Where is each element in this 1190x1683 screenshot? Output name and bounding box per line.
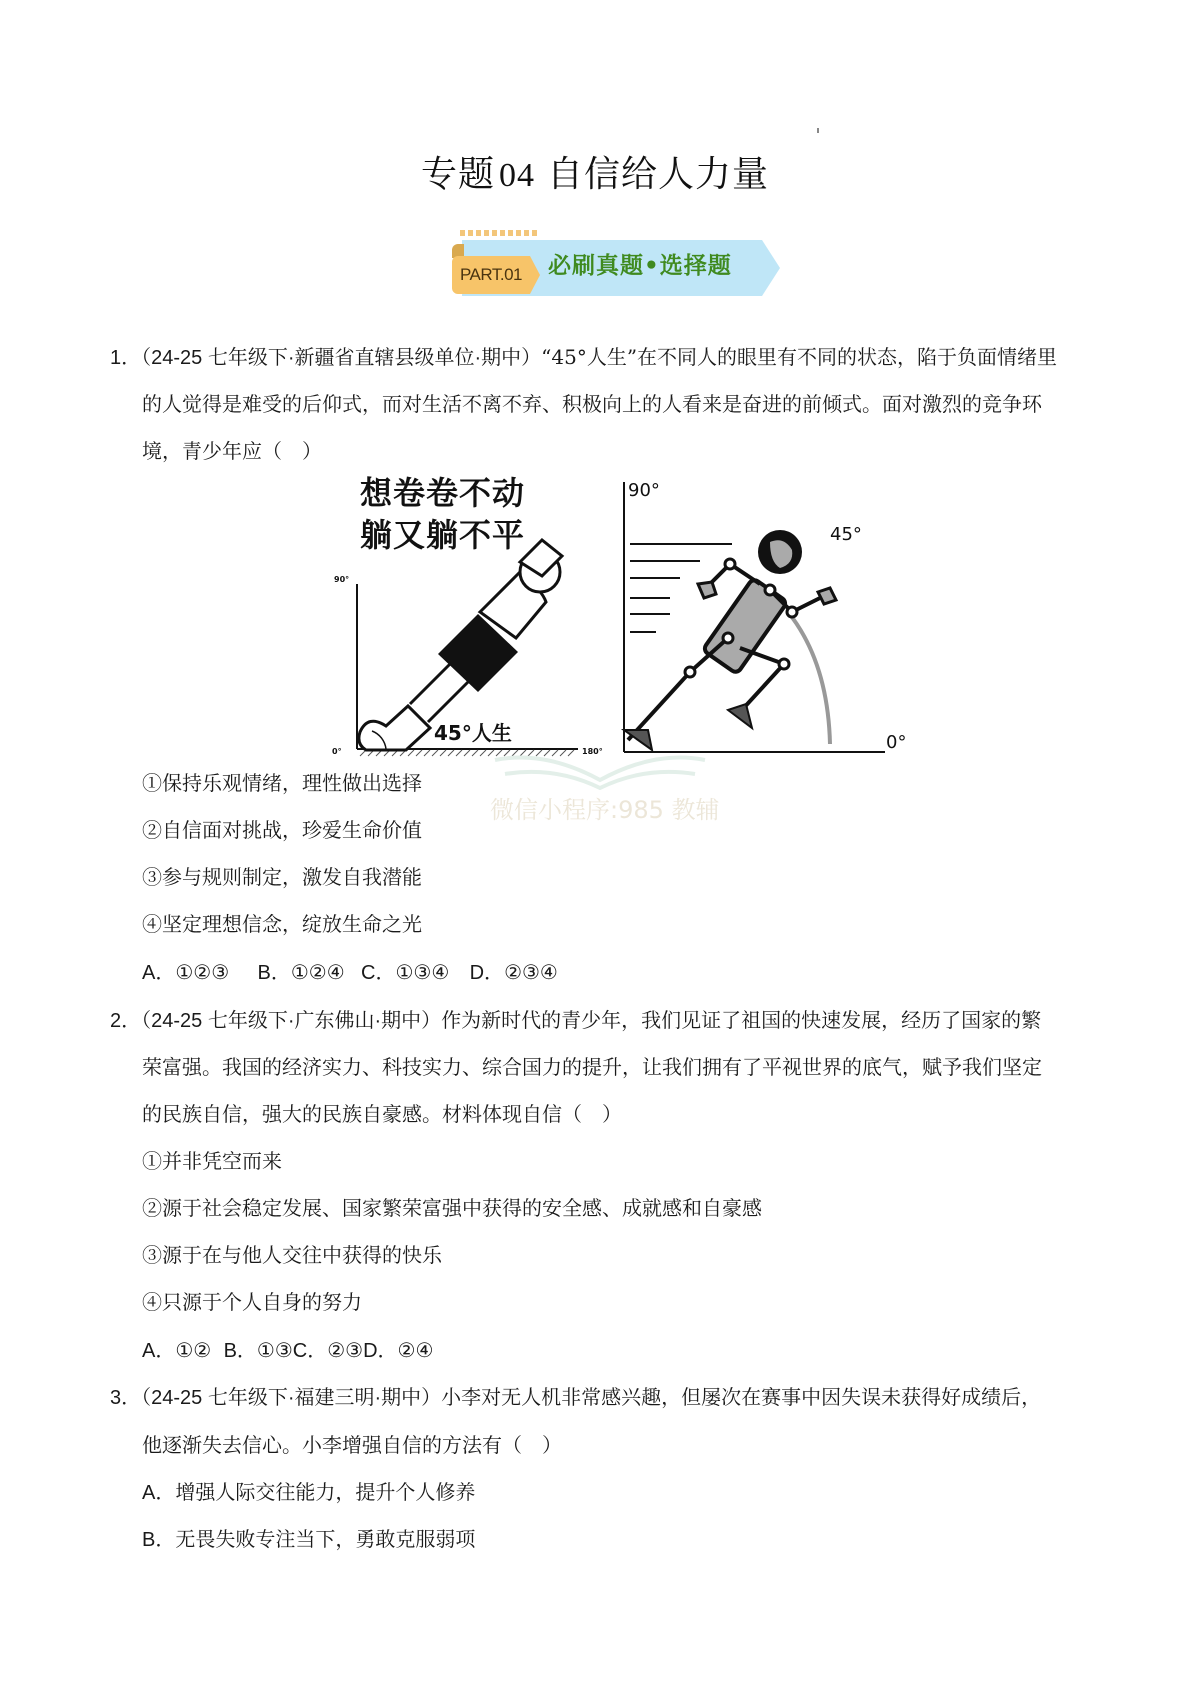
q2-choice-d[interactable]: D．②④ [363,1338,434,1362]
q2-answer-choices [142,1337,433,1364]
running-figure-illustration [620,472,910,762]
section-label: 必刷真题•选择题 [548,253,732,279]
figure-lying-cartoon [330,472,610,764]
question-stem: 作为新时代的青少年，我们见证了祖国的快速发展，经历了国家的繁 [441,1008,1042,1032]
question-number: 1． [110,347,142,369]
title-text: 自信给人力量 [547,154,770,195]
question-2-line-1 [110,1007,1041,1034]
banner-dots-decoration [460,230,540,236]
q1-choice-c[interactable]: C．①③④ [361,960,450,984]
question-number: 3． [110,1387,142,1409]
svg-text:0°: 0° [886,732,907,753]
question-3-line-2: 他逐渐失去信心。小李增强自信的方法有（ ） [142,1433,562,1457]
part-badge-tip [530,256,540,294]
question-source: （24-25 七年级下·新疆省直辖县级单位·期中） [141,347,542,369]
svg-text:90°: 90° [334,575,350,584]
q3-option-a[interactable]: A．增强人际交往能力，提升个人修养 [142,1480,476,1504]
title-prefix: 专题 [420,154,495,195]
q1-choice-b[interactable]: B．①②④ [257,960,345,984]
figure-caption-line-1: 想卷卷不动 [360,474,526,512]
svg-text:90°: 90° [628,480,660,501]
question-number: 2． [110,1010,142,1032]
part-badge: PART.01 [452,256,530,294]
section-banner [452,230,790,302]
watermark-book-icon [485,750,715,790]
stray-mark [817,128,819,133]
q1-statement-2: ②自信面对挑战，珍爱生命价值 [142,818,422,842]
question-2-line-2: 荣富强。我国的经济实力、科技实力、综合国力的提升，让我们拥有了平视世界的底气，赋予我们坚定 [142,1055,1042,1079]
question-3-line-1 [110,1384,1041,1411]
question-source: （24-25 七年级下·广东佛山·期中） [141,1010,442,1032]
question-1-line-1 [110,344,1057,371]
question-2-line-3: 的民族自信，强大的民族自豪感。材料体现自信（ ） [142,1102,622,1126]
q1-statement-4: ④坚定理想信念，绽放生命之光 [142,912,422,936]
question-1-line-2: 的人觉得是难受的后仰式，而对生活不离不弃、积极向上的人看来是奋进的前倾式。面对激烈的竞争环 [142,392,1042,416]
q2-statement-1: ①并非凭空而来 [142,1149,282,1173]
q2-choice-c[interactable]: C．②③ [292,1338,364,1362]
svg-text:45°人生: 45°人生 [434,721,512,745]
q1-choice-d[interactable]: D．②③④ [469,960,558,984]
q1-choice-a[interactable]: A．①②③ [142,960,230,984]
question-1-line-3: 境，青少年应（ ） [142,439,322,463]
svg-text:0°: 0° [332,747,342,756]
question-source: （24-25 七年级下·福建三明·期中） [141,1387,442,1409]
q2-choice-b[interactable]: B．①③ [223,1338,293,1362]
svg-text:180°: 180° [582,747,603,756]
title-number: 04 [499,157,535,194]
q1-answer-choices [142,959,558,986]
q3-option-b[interactable]: B．无畏失败专注当下，勇敢克服弱项 [142,1527,476,1551]
q2-statement-4: ④只源于个人自身的努力 [142,1290,362,1314]
q1-statement-3: ③参与规则制定，激发自我潜能 [142,865,422,889]
figure-caption-line-2: 躺又躺不平 [360,516,526,554]
banner-arrow-icon [762,240,780,296]
q2-statement-2: ②源于社会稳定发展、国家繁荣富强中获得的安全感、成就感和自豪感 [142,1196,762,1220]
q2-statement-3: ③源于在与他人交往中获得的快乐 [142,1243,442,1267]
page-title [0,150,1190,201]
question-stem: “45°人生”在不同人的眼里有不同的状态，陷于负面情绪里 [541,345,1058,369]
figure-running-cartoon [620,472,910,762]
svg-text:45°: 45° [830,524,862,545]
lying-person-illustration [330,472,610,764]
watermark-text: 微信小程序:985 教辅 [490,796,720,824]
q1-statement-1: ①保持乐观情绪，理性做出选择 [142,771,422,795]
question-stem: 小李对无人机非常感兴趣，但屡次在赛事中因失误未获得好成绩后， [441,1385,1042,1409]
q2-choice-a[interactable]: A．①② [142,1338,212,1362]
